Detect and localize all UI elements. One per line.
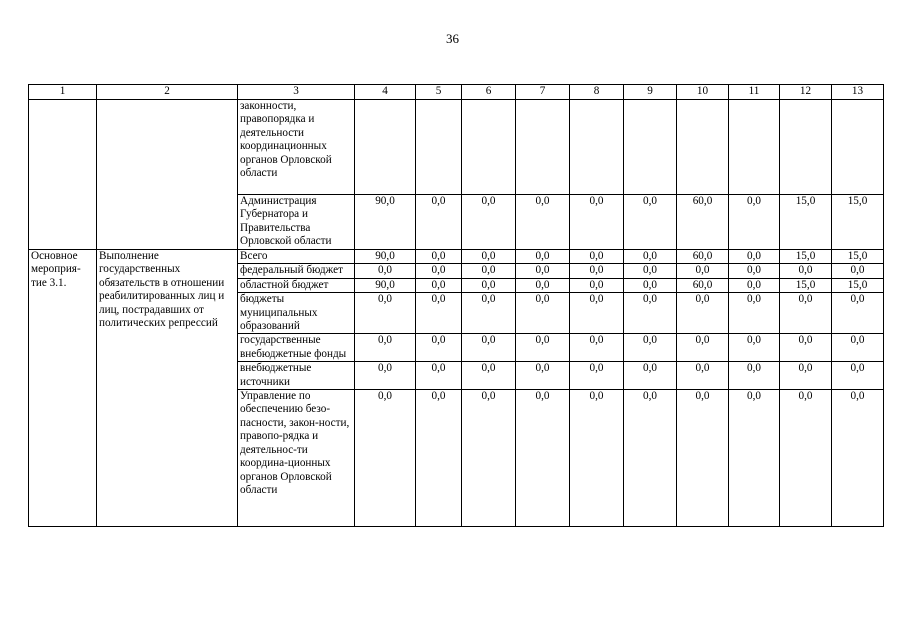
value-cell: 0,0 — [516, 195, 570, 250]
funding-table — [28, 84, 884, 527]
column-number: 10 — [677, 85, 729, 100]
value-cell: 0,0 — [516, 334, 570, 362]
value-cell: 0,0 — [462, 278, 516, 292]
value-cell: 0,0 — [624, 278, 677, 292]
value-cell: 0,0 — [780, 264, 832, 278]
value-cell: 0,0 — [832, 362, 884, 390]
value-cell: 0,0 — [355, 264, 416, 278]
value-cell: 90,0 — [355, 195, 416, 250]
value-cell: 0,0 — [832, 293, 884, 334]
value-cell: 0,0 — [624, 195, 677, 250]
value-cell: 0,0 — [780, 362, 832, 390]
column-number: 5 — [416, 85, 462, 100]
funding-source-label: бюджеты муниципальных образований — [238, 293, 355, 334]
column-number: 1 — [29, 85, 97, 100]
value-cell: 0,0 — [570, 334, 624, 362]
value-cell: 90,0 — [355, 250, 416, 264]
value-cell: 0,0 — [516, 390, 570, 527]
value-cell: 0,0 — [729, 334, 780, 362]
value-cell: 0,0 — [729, 264, 780, 278]
value-cell: 0,0 — [832, 264, 884, 278]
value-cell: 0,0 — [570, 278, 624, 292]
value-cell: 0,0 — [832, 390, 884, 527]
value-cell: 0,0 — [355, 362, 416, 390]
value-cell: 0,0 — [729, 362, 780, 390]
value-cell: 0,0 — [516, 264, 570, 278]
value-cell: 0,0 — [624, 293, 677, 334]
value-cell: 0,0 — [729, 278, 780, 292]
value-cell: 0,0 — [355, 293, 416, 334]
value-cell: 0,0 — [570, 293, 624, 334]
measure-description: Выполнение государственных обязательств в отношении реабилитированных лиц и лиц, пострадавших от политических репрессий — [97, 250, 238, 527]
continuation-row — [29, 100, 884, 195]
value-cell: 0,0 — [780, 293, 832, 334]
value-cell: 0,0 — [516, 293, 570, 334]
value-cell: 0,0 — [624, 362, 677, 390]
value-cell: 0,0 — [516, 362, 570, 390]
column-number: 7 — [516, 85, 570, 100]
value-cell: 0,0 — [462, 264, 516, 278]
value-cell: 15,0 — [780, 278, 832, 292]
value-cell: 0,0 — [462, 293, 516, 334]
value-cell: 0,0 — [677, 264, 729, 278]
funding-source-label: Всего — [238, 250, 355, 264]
column-number: 4 — [355, 85, 416, 100]
value-cell: 0,0 — [462, 195, 516, 250]
measure-name: Основное мероприя-тие 3.1. — [29, 250, 97, 527]
value-cell: 15,0 — [832, 250, 884, 264]
value-cell: 90,0 — [355, 278, 416, 292]
value-cell: 0,0 — [677, 390, 729, 527]
continuation-col2 — [97, 100, 238, 250]
column-number: 13 — [832, 85, 884, 100]
value-cell: 0,0 — [416, 278, 462, 292]
column-number: 2 — [97, 85, 238, 100]
value-cell: 0,0 — [729, 250, 780, 264]
column-number: 9 — [624, 85, 677, 100]
value-cell: 0,0 — [516, 278, 570, 292]
value-cell: 0,0 — [677, 293, 729, 334]
value-cell: 0,0 — [462, 334, 516, 362]
value-cell: 0,0 — [516, 250, 570, 264]
column-number-header-row — [29, 85, 884, 100]
value-cell: 60,0 — [677, 278, 729, 292]
value-cell: 0,0 — [355, 334, 416, 362]
value-cell: 0,0 — [416, 293, 462, 334]
value-cell: 0,0 — [416, 334, 462, 362]
value-cell: 0,0 — [570, 264, 624, 278]
value-cell: 15,0 — [832, 195, 884, 250]
funding-source-label: внебюджетные источники — [238, 362, 355, 390]
value-cell: 0,0 — [462, 390, 516, 527]
continuation-col3-text: законности, правопорядка и деятельности координационных органов Орловской области — [238, 100, 355, 195]
value-cell: 0,0 — [570, 195, 624, 250]
value-cell: 0,0 — [624, 250, 677, 264]
value-cell: 0,0 — [677, 362, 729, 390]
value-cell: 0,0 — [416, 195, 462, 250]
value-cell: 15,0 — [780, 250, 832, 264]
column-number: 11 — [729, 85, 780, 100]
value-cell: 0,0 — [570, 250, 624, 264]
value-cell: 0,0 — [570, 362, 624, 390]
column-number: 3 — [238, 85, 355, 100]
funding-source-label: государственные внебюджетные фонды — [238, 334, 355, 362]
value-cell: 0,0 — [729, 390, 780, 527]
value-cell: 0,0 — [624, 334, 677, 362]
value-cell: 0,0 — [416, 362, 462, 390]
value-cell: 0,0 — [570, 390, 624, 527]
column-number: 6 — [462, 85, 516, 100]
value-cell: 0,0 — [780, 390, 832, 527]
value-cell: 0,0 — [729, 195, 780, 250]
value-cell: 0,0 — [416, 250, 462, 264]
value-cell: 0,0 — [832, 334, 884, 362]
column-number: 12 — [780, 85, 832, 100]
funding-source-label: областной бюджет — [238, 278, 355, 292]
value-cell: 0,0 — [624, 390, 677, 527]
continuation-col1 — [29, 100, 97, 250]
value-cell: 0,0 — [729, 293, 780, 334]
value-cell: 15,0 — [832, 278, 884, 292]
page-number: 36 — [446, 31, 459, 46]
measure-row-total — [29, 250, 884, 264]
value-cell: 0,0 — [416, 264, 462, 278]
value-cell: 0,0 — [416, 390, 462, 527]
admin-row-label: Администрация Губернатора и Правительства Орловской области — [238, 195, 355, 250]
value-cell: 0,0 — [462, 250, 516, 264]
funding-source-label: Управление по обеспечению безо-пасности, закон-ности, правопо-рядка и деятельнос-ти координа-ционных органов Орловской области — [238, 390, 355, 527]
value-cell: 60,0 — [677, 195, 729, 250]
value-cell: 60,0 — [677, 250, 729, 264]
value-cell: 0,0 — [677, 334, 729, 362]
value-cell: 15,0 — [780, 195, 832, 250]
value-cell: 0,0 — [355, 390, 416, 527]
column-number: 8 — [570, 85, 624, 100]
value-cell: 0,0 — [624, 264, 677, 278]
value-cell: 0,0 — [462, 362, 516, 390]
value-cell: 0,0 — [780, 334, 832, 362]
funding-source-label: федеральный бюджет — [238, 264, 355, 278]
